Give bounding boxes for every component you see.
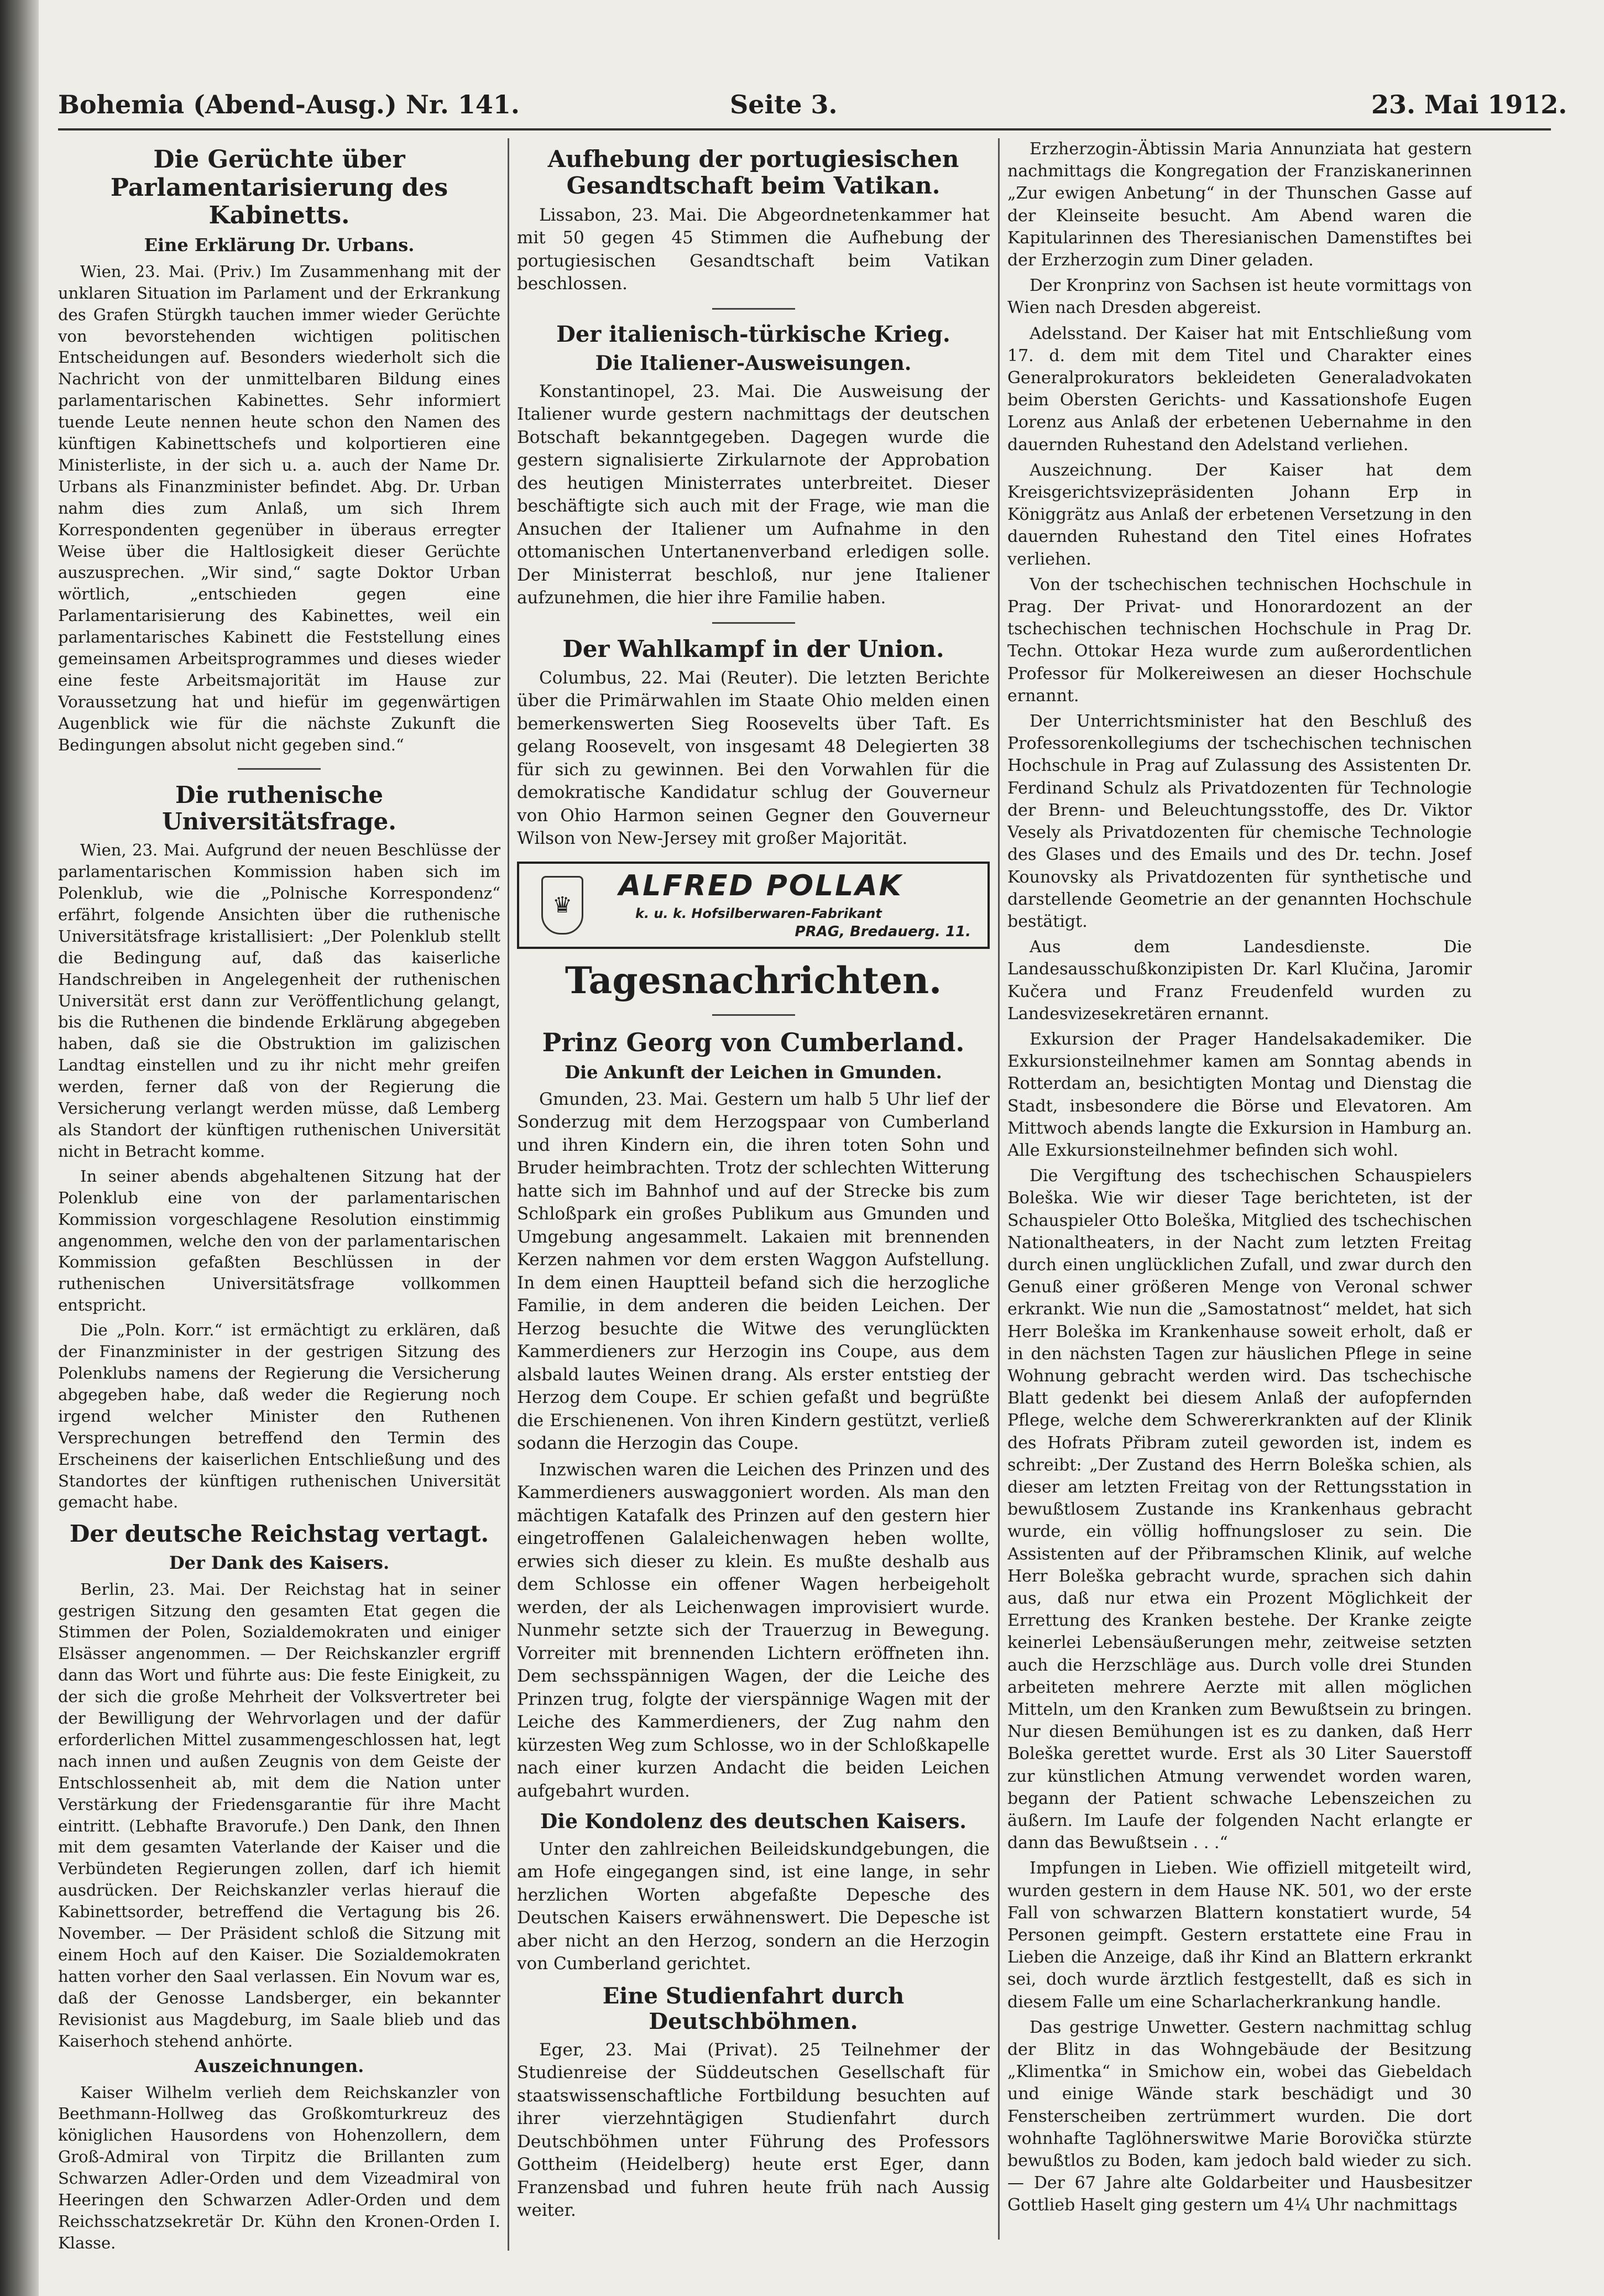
column-1: [58, 138, 500, 2273]
column-3: [1007, 138, 1472, 2273]
coat-of-arms-icon: ♛: [541, 876, 583, 935]
header-left: Bohemia (Abend-Ausg.) Nr. 141.: [58, 90, 520, 119]
article-studienfahrt: Eger, 23. Mai (Privat). 25 Teilnehmer der Studienreise der Süddeutschen Gesellschaft für staatswissenschaftliche Fortbildung besuchten auf ihrer vierzehntägigen Studienfahrt durch Deutschböhmen unter Führung des Professors Gottheim (Heidelberg) heute erst Eger, dann Franzensbad und fuhren heute früh nach Aussig weiter.: [517, 2039, 990, 2221]
ad-tagline: k. u. k. Hofsilberwaren-Fabrikant: [635, 905, 882, 921]
column-rule-2: [998, 138, 1000, 2240]
column-rule-1: [508, 138, 509, 2251]
advertisement-alfred-pollak: [517, 862, 990, 949]
header-page-number: Seite 3.: [730, 90, 838, 119]
section-title-tagesnachrichten: Tagesnachrichten.: [565, 958, 942, 1002]
article-italiener-ausweisungen: Konstantinopel, 23. Mai. Die Ausweisung der Italiener wurde gestern nachmittags der deutschen Botschaft bekanntgegeben. Dagegen wurde die gestern signalisierte Zirkularnote der Approbation des heutigen Ministerrates unterbreitet. Dieser beschäftigte sich auch mit der Frage, wie man die Ansuchen der Italiener um Aufnahme in den ottomanischen Untertanenverband erledigen solle. Der Ministerrat beschloß, nur jene Italiener aufzunehmen, die hier ihre Familie haben.: [517, 381, 990, 608]
headline-wahlkampf-union: Der Wahlkampf in der Union.: [562, 635, 944, 662]
ad-address: PRAG, Bredauerg. 11.: [795, 923, 971, 940]
article-separator: [712, 622, 795, 624]
subhead-ankunft-leichen: Die Ankunft der Leichen in Gmunden.: [565, 1061, 942, 1083]
article-kondolenz: Unter den zahlreichen Beileidskundgebungen, die am Hofe eingegangen sind, ist eine lange, in sehr herzlichen Worten abgefaßte Depesche des Deutschen Kaisers erwähnenswert. Die Depesche ist aber nicht an den Herzog, sondern an die Herzogin von Cumberland gerichtet.: [517, 1839, 990, 1974]
news-auszeichnung: Auszeichnung. Der Kaiser hat dem Kreisgerichtsvizepräsidenten Johann Erp in Königgrätz aus Anlaß der erbetenen Versetzung in den dauernden Ruhestand den Titel eines Hofrates verliehen.: [1007, 460, 1472, 569]
article-separator: [712, 1014, 795, 1016]
headline-prinz-georg-cumberland: Prinz Georg von Cumberland.: [542, 1027, 965, 1057]
headline-portugiesische-gesandtschaft: Aufhebung der portugiesischen Gesandtschaft beim Vatikan.: [547, 145, 959, 200]
header-date: 23. Mai 1912.: [1371, 90, 1568, 119]
headline-ruthenische-universitaetsfrage: Die ruthenische Universitätsfrage.: [162, 781, 396, 835]
article-auszeichnungen: Kaiser Wilhelm verlieh dem Reichskanzler von Beethmann-Hollweg das Großkomturkreuz des königlichen Hausordens von Hohenzollern, dem Groß-Admiral von Tirpitz die Brillanten zum Schwarzen Adler-Orden und dem Vizeadmiral von Heeringen den Schwarzen Adler-Orden und dem Reichsschatzsekretär Dr. Kühn den Kronen-Orden I. Klasse.: [58, 2083, 500, 2252]
article-cumberland-p1: Gmunden, 23. Mai. Gestern um halb 5 Uhr lief der Sonderzug mit dem Herzogspaar von Cumberland und ihren Kindern ein, die ihren toten Sohn und Bruder heimbrachten. Trotz der schlechten Witterung hatte sich im Bahnhof und auf der Strecke bis zum Schloßpark ein großes Publikum aus Gmunden und Umgebung angesammelt. Lakaien mit brennenden Kerzen nahmen vor dem ersten Waggon Aufstellung. In dem einen Hauptteil befand sich die herzogliche Familie, in dem anderen die beiden Leichen. Der Herzog besuchte die Witwe des verunglückten Kammerdieners zur Herzogin ins Coupe, aus dem alsbald lautes Weinen drang. Als erster entstieg der Herzog dem Coupe. Er schien gefaßt und begrüßte die Erschienenen. Von ihren Kindern gestützt, verließ sodann die Herzogin das Coupe.: [517, 1089, 990, 1454]
article-separator: [238, 768, 321, 770]
header-rule: [58, 128, 1551, 131]
article-parlamentarisierung: Wien, 23. Mai. (Priv.) Im Zusammenhang mit der unklaren Situation im Parlament und der Erkrankung des Grafen Stürgkh tauchen immer wieder Gerüchte von bevorstehenden wichtigen politischen Entscheidungen auf. Besonders wiederholt sich die Nachricht von der unmittelbaren Bildung eines parlamentarischen Kabinettes. Sehr informiert tuende Leute nennen heute schon den Namen des künftigen Kabinettschefs und kolportieren eine Ministerliste, in der sich u. a. auch der Name Dr. Urbans als Finanzminister befindet. Abg. Dr. Urban nahm dies zum Anlaß, um sich Ihrem Korrespondenten gegenüber in überaus erregter Weise über die Haltlosigkeit dieser Gerüchte auszusprechen. „Wir sind,“ sagte Doktor Urban wörtlich, „entschieden gegen eine Parlamentarisierung des Kabinettes, weil ein parlamentarisches Kabinett die Feststellung eines gemeinsamen Arbeitsprogrammes und dieses wieder eine feste Arbeitsmajorität im Hause zur Voraussetzung hat und hiefür im gegenwärtigen Augenblick wie für die nächste Zukunft die Bedingungen absolut nicht gegeben sind.“: [58, 262, 500, 754]
article-reichstag: Berlin, 23. Mai. Der Reichstag hat in seiner gestrigen Sitzung den gesamten Etat gegen die Stimmen der Polen, Sozialdemokraten und einiger Elsässer angenommen. — Der Reichskanzler ergriff dann das Wort und führte aus: Die feste Einigkeit, zu der sich die große Mehrheit der Volksvertreter bei der Bewilligung der Wehrvorlagen und der dafür erforderlichen Mittel zusammengeschlossen hat, legt nach innen und außen Zeugnis von dem Geiste der Entschlossenheit ab, mit dem die Nation unter Verstärkung der Friedensgarantie für ihre Macht eintritt. (Lebhafte Bravorufe.) Den Dank, den Ihnen mit dem gesamten Vaterlande der Kaiser und die Verbündeten Regierungen zollen, darf ich hiemit ausdrücken. Der Reichskanzler verlas hierauf die Kabinettsorder, betreffend die Vertagung bis 26. November. — Der Präsident schloß die Sitzung mit einem Hoch auf den Kaiser. Die Sozialdemokraten hatten vorher den Saal verlassen. Ein Novum war es, daß der Genosse Landsberger, ein bekannter Revisionist aus Magdeburg, im Saale blieb und das Kaiserhoch stehend anhörte.: [58, 1579, 500, 2050]
news-unterrichtsminister: Der Unterrichtsminister hat den Beschluß des Professorenkollegiums der tschechischen technischen Hochschule in Prag auf Zulassung des Assistenten Dr. Ferdinand Schulz als Privatdozenten für Technologie der Brenn- und Beleuchtungsstoffe, des Dr. Viktor Vesely als Privatdozenten für chemische Technologie des Glases und des Emails und des Dr. techn. Josef Kounovsky als Privatdozenten für synthetische und darstellende Geometrie an der genannten Hochschule bestätigt.: [1007, 712, 1472, 931]
news-exkursion-handelsakademiker: Exkursion der Prager Handelsakademiker. Die Exkursionsteilnehmer kamen am Sonntag abends in Rotterdam an, besichtigten Montag und Dienstag die Stadt, insbesondere die Börse und Elevatoren. Am Mittwoch abends langte die Exkursion in Hamburg an. Alle Exkursionsteilnehmer befinden sich wohl.: [1007, 1029, 1472, 1160]
ad-company-name: ALFRED POLLAK: [619, 869, 903, 902]
article-cumberland-p2: Inzwischen waren die Leichen des Prinzen und des Kammerdieners auswaggoniert worden. Als man den mächtigen Katafalk des Prinzen auf den gestern hier eingetroffenen Galaleichenwagen heben wollte, erwies sich dieser zu klein. Es mußte deshalb aus dem Schlosse ein offener Wagen herbeigeholt werden, der als Leichenwagen improvisiert wurde. Nunmehr setzte sich der Trauerzug in Bewegung. Vorreiter mit brennenden Lichtern eröffneten ihn. Dem sechsspännigen Wagen, der die Leiche des Prinzen trug, folgte der vierspännige Wagen mit der Leiche des Kammerdieners, der Zug nahm den kürzesten Weg zum Schlosse, wo in der Schloßkapelle nach einer kurzen Andacht die beiden Leichen aufgebahrt wurden.: [517, 1459, 990, 1801]
headline-studienfahrt-deutschboehmen: Eine Studienfahrt durch Deutschböhmen.: [602, 1982, 905, 2034]
subhead-auszeichnungen: Auszeichnungen.: [194, 2055, 364, 2076]
news-vergiftung-boleska: Die Vergiftung des tschechischen Schauspielers Boleška. Wie wir dieser Tage berichteten, ist der Schauspieler Otto Boleška, Mitglied des tschechischen Nationaltheaters, in der Nacht zum letzten Freitag durch einen unglücklichen Zufall, und zwar durch den Genuß einer größeren Menge von Veronal schwer erkrankt. Wie nun die „Samostatnost“ meldet, hat sich Herr Boleška im Krankenhause soweit erholt, daß er in den nächsten Tagen zur häuslichen Pflege in seine Wohnung gebracht werden wird. Das tschechische Blatt gedenkt bei diesem Anlaß der aufopfernden Pflege, welche dem Schwererkrankten auf der Klinik des Hofrats Přibram zuteil geworden ist, indem es schreibt: „Der Zustand des Herrn Boleška schien, als dieser am letzten Freitag von der Rettungsstation in bewußtlosem Zustande ins Krankenhaus gebracht wurde, ein völlig hoffnungsloser zu sein. Die Assistenten auf der Přibramschen Klinik, auf welche Herr Boleška gebracht wurde, sprachen sich dahin aus, daß nur etwa ein Prozent Möglichkeit der Errettung des Kranken bestehe. Der Kranke zeigte keinerlei Lebensäußerungen mehr, zeitweise setzten auch die Herzschläge aus. Durch volle drei Stunden arbeiteten mehrere Aerzte mit allen möglichen Mitteln, um den Kranken zum Bewußtsein zu bringen. Nur diesen Bemühungen ist es zu danken, daß Herr Boleška gerettet wurde. Erst als 30 Liter Sauerstoff zur künstlichen Atmung verwendet worden waren, begann der Patient schwache Lebenszeichen zu äußern. Im Laufe der folgenden Nacht erlangte er dann das Bewußtsein . . .“: [1007, 1166, 1472, 1853]
subhead-erklaerung-urban: Eine Erklärung Dr. Urbans.: [144, 234, 415, 255]
news-technische-hochschule: Von der tschechischen technischen Hochschule in Prag. Der Privat- und Honorardozent an der tschechischen technischen Hochschule in Prag Dr. Techn. Ottokar Heza wurde zum außerordentlichen Professor für Molkereiwesen an dieser Hochschule ernannt.: [1007, 575, 1472, 706]
news-adelsstand: Adelsstand. Der Kaiser hat mit Entschließung vom 17. d. dem mit dem Titel und Charakter eines Generalprokurators bekleideten Generaladvokaten beim Obersten Gerichts- und Kassationshofe Eugen Lorenz aus Anlaß der erbetenen Uebernahme in den dauernden Ruhestand den Adelstand verliehen.: [1007, 323, 1472, 455]
headline-reichstag-vertagt: Der deutsche Reichstag vertagt.: [69, 1520, 489, 1548]
article-ruthenische-p1: Wien, 23. Mai. Aufgrund der neuen Beschlüsse der parlamentarischen Kommission haben sich im Polenklub, wie die „Polnische Korrespondenz“ erfährt, folgende Ansichten über die ruthenische Universitätsfrage kristallisiert: „Der Polenklub stellt die Bedingung auf, daß das kaiserliche Handschreiben in Angelegenheit der ruthenischen Universität erst dann zur Veröffentlichung gelangt, bis die Ruthenen die bindende Erklärung abgegeben haben, daß sie die Obstruktion im galizischen Landtag einstellen und zu ihr nicht mehr greifen werden, ferner daß von der Regierung die Versicherung verlangt werden müsse, daß Lemberg als Standort der künftigen ruthenischen Universität nicht in Betracht komme.: [58, 841, 500, 1161]
headline-parlamentarisierung: Die Gerüchte über Parlamentarisierung des Kabinetts.: [110, 145, 448, 230]
news-landesdienst: Aus dem Landesdienste. Die Landesausschußkonzipisten Dr. Karl Klučina, Jaromir Kučera und Franz Freudenfeld wurden zu Landesvizesekretären ernannt.: [1007, 937, 1472, 1024]
headline-kondolenz-kaisers: Die Kondolenz des deutschen Kaisers.: [540, 1810, 966, 1834]
article-ruthenische-p3: Die „Poln. Korr.“ ist ermächtigt zu erklären, daß der Finanzminister in der gestrigen Sitzung des Polenklubs namens der Regierung die Versicherung abgegeben habe, daß weder die Regierung noch irgend welcher Minister den Ruthenen Versprechungen betreffend den Termin des Erscheinens der kaiserlichen Entschließung und des Standortes der künftigen ruthenischen Universität gemacht habe.: [58, 1321, 500, 1512]
article-separator: [712, 308, 795, 310]
book-binding-edge: [0, 0, 39, 2296]
article-portugiesische-gesandtschaft: Lissabon, 23. Mai. Die Abgeordnetenkammer hat mit 50 gegen 45 Stimmen die Aufhebung der portugiesischen Gesandtschaft beim Vatikan beschlossen.: [517, 205, 990, 294]
news-unwetter: Das gestrige Unwetter. Gestern nachmittag schlug der Blitz in das Wohngebäude der Besitzung „Klimentka“ in Smichow ein, wobei das Giebeldach und einige Wände stark beschädigt und 30 Fensterscheiben zertrümmert wurden. Die dort wohnhafte Taglöhnerswitwe Marie Borovička stürzte bewußtlos zu Boden, kam jedoch bald wieder zu sich. — Der 67 Jahre alte Goldarbeiter und Hausbesitzer Gottlieb Haselt ging gestern um 4¼ Uhr nachmittags: [1007, 2017, 1472, 2215]
subhead-dank-des-kaisers: Der Dank des Kaisers.: [169, 1552, 390, 1573]
headline-italienisch-tuerkischer-krieg: Der italienisch-türkische Krieg.: [556, 321, 950, 347]
news-maria-annunziata: Erzherzogin-Äbtissin Maria Annunziata hat gestern nachmittags die Kongregation der Franziskanerinnen „Zur ewigen Anbetung“ in der Thunschen Gasse auf der Kleinseite besucht. Am Abend waren die Kapitularinnen des Theresianischen Damenstiftes bei der Erzherzogin zum Diner geladen.: [1007, 139, 1472, 270]
article-ruthenische-p2: In seiner abends abgehaltenen Sitzung hat der Polenklub eine von der parlamentarischen Kommission vorgeschlagene Resolution einstimmig angenommen, welche den von der parlamentarischen Kommission gefaßten Beschlüssen in der ruthenischen Universitätsfrage vollkommen entspricht.: [58, 1166, 500, 1315]
subhead-italiener-ausweisungen: Die Italiener-Ausweisungen.: [595, 351, 912, 375]
news-impfungen-lieben: Impfungen in Lieben. Wie offiziell mitgeteilt wird, wurden gestern in dem Hause NK. 501, wo der erste Fall von schwarzen Blattern konstatiert wurde, 54 Personen geimpft. Gestern erstattete eine Frau in Lieben die Anzeige, daß ihr Kind an Blattern erkrankt sei, doch wurde ärztlich festgestellt, daß es sich in diesem Falle um eine Scharlacherkrankung handle.: [1007, 1859, 1472, 2012]
column-2: [517, 138, 990, 2273]
news-kronprinz-sachsen: Der Kronprinz von Sachsen ist heute vormittags von Wien nach Dresden abgereist.: [1007, 276, 1472, 318]
article-wahlkampf-union: Columbus, 22. Mai (Reuter). Die letzten Berichte über die Primärwahlen im Staate Ohio melden einen bemerkenswerten Sieg Roosevelts über Taft. Es gelang Roosevelt, von insgesamt 48 Delegierten 38 für sich zu gewinnen. Bei den Vorwahlen für die demokratische Kandidatur schlug der Gouverneur von Ohio Harmon seinen Gegner den Gouverneur Wilson von New-Jersey mit großer Majorität.: [517, 667, 990, 849]
